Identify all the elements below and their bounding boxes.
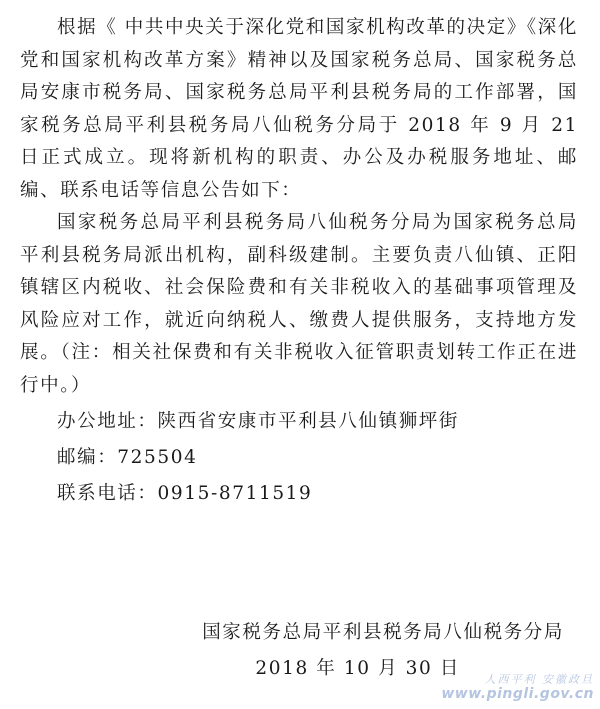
signature-organization: 国家税务总局平利县税务局八仙税务分局 xyxy=(202,622,564,643)
watermark-title: 人西平利 安徽政旦 xyxy=(484,673,594,686)
announcement-body xyxy=(20,12,578,512)
paragraph-intro: 根据《 中共中央关于深化党和国家机构改革的决定》《深化党和国家机构改革方案》精神以及国家税务总局、国家税务总局安康市税务局、国家税务总局平利县税务局的工作部署，国家税务总局平利县税务局八仙税务分局于 2018 年 9 月 21 日正式成立。现将新机构的职责、办公及办税服务地址、邮编、联系电话等信息公告如下： xyxy=(20,17,578,201)
paragraph-responsibilities: 国家税务总局平利县税务局八仙税务分局为国家税务总局平利县税务局派出机构，副科级建制。主要负责八仙镇、正阳镇辖区内税收、社会保险费和有关非税收入的基础事项管理及风险应对工作，就近向纳税人、缴费人提供服务，支持地方发展。（注：相关社保费和有关非税收入征管职责划转工作正在进行中。） xyxy=(20,212,578,396)
postcode: 邮编：725504 xyxy=(57,447,198,468)
watermark-url: www.pingli.gov.cn xyxy=(441,686,594,702)
signature-date: 2018 年 10 月 30 日 xyxy=(255,658,460,679)
contact-phone: 联系电话：0915-8711519 xyxy=(57,483,313,504)
site-watermark xyxy=(441,673,594,701)
office-address: 办公地址：陕西省安康市平利县八仙镇狮坪街 xyxy=(57,411,460,432)
